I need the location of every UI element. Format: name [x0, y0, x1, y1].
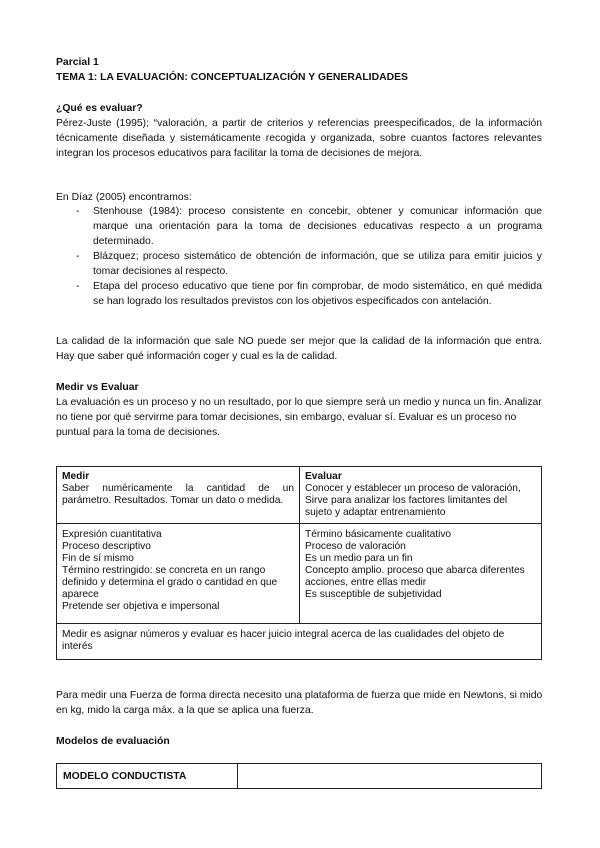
list-item: Pretende ser objetiva e impersonal: [62, 601, 220, 612]
medir-traits-cell: [57, 524, 300, 624]
list-item: Fin de sí mismo: [62, 553, 134, 564]
diaz-intro: En Díaz (2005) encontramos:: [56, 192, 192, 203]
medir-evaluar-table: [56, 466, 542, 660]
modelo-table: [56, 763, 542, 789]
medir-vs-heading: Medir vs Evaluar: [56, 382, 139, 393]
modelos-heading: Modelos de evaluación: [56, 736, 170, 747]
table-row: [57, 764, 542, 789]
list-item: Es un medio para un fin: [305, 553, 413, 564]
table-footer-text: Medir es asignar números y evaluar es hacer juicio integral acerca de las cualidades del objeto de interés: [62, 629, 505, 652]
table-row: [57, 624, 542, 660]
list-item: - Stenhouse (1984): proceso consistente en concebir, obtener y comunicar información que marque una orientación para la toma de decisiones educativas respecto a un programa determinado.: [76, 206, 542, 247]
modelo-conductista-value: [238, 764, 542, 789]
parcial-label: Parcial 1: [56, 57, 99, 68]
diaz-list: [76, 204, 542, 309]
dash-bullet: -: [76, 206, 80, 217]
dash-bullet: -: [76, 281, 80, 292]
list-item: Es susceptible de subjetividad: [305, 589, 442, 600]
list-item: Término restringido: se concreta en un rango definido y determina el grado o cantidad en que aparece: [62, 565, 278, 600]
table-row: [57, 524, 542, 624]
list-item: Proceso descriptivo: [62, 541, 151, 552]
medir-definition: Saber numéricamente la cantidad de un parámetro. Resultados. Tomar un dato o medida.: [62, 483, 294, 506]
list-item: Concepto amplio. proceso que abarca diferentes acciones, entre ellas medir: [305, 565, 525, 588]
que-es-heading: ¿Qué es evaluar?: [56, 103, 143, 114]
evaluar-traits-cell: [300, 524, 542, 624]
list-item: Término básicamente cualitativo: [305, 529, 452, 540]
evaluar-title: Evaluar: [305, 471, 342, 482]
evaluar-definition: Conocer y establecer un proceso de valoración, Sirve para analizar los factores limitantes del sujeto y adaptar entrenamiento: [305, 483, 521, 518]
que-es-paragraph: Pérez-Juste (1995); “valoración, a partir de criterios y referencias preespecificados, de la información técnicamente diseñada y sistemáticamente recogida y organizada, sobre cuantos factores relevantes integran los procesos educativos para facilitar la toma de decisiones de mejora.: [56, 118, 542, 159]
medir-vs-paragraph: La evaluación es un proceso y no un resultado, por lo que siempre será un medio y nunca un fin. Analizar no tiene por qué servirme para tomar decisiones, sin embargo, evaluar sí. Evaluar es un proceso no puntual para la toma de decisiones.: [56, 397, 542, 438]
dash-bullet: -: [76, 251, 80, 262]
modelo-conductista-label: MODELO CONDUCTISTA: [57, 764, 238, 789]
list-item: - Etapa del proceso educativo que tiene por fin comprobar, de modo sistemático, en qué medida se han logrado los resultados previstos con los objetivos especificados con antelación.: [76, 281, 542, 307]
list-item: Proceso de valoración: [305, 541, 406, 552]
list-item: Expresión cuantitativa: [62, 529, 162, 540]
page-title: TEMA 1: LA EVALUACIÓN: CONCEPTUALIZACIÓN Y GENERALIDADES: [56, 72, 408, 83]
list-item: - Blázquez; proceso sistemático de obtención de información, que se utiliza para emitir juicios y tomar decisiones al respecto.: [76, 251, 542, 277]
medir-definition-cell: [57, 467, 300, 524]
calidad-paragraph: La calidad de la información que sale NO puede ser mejor que la calidad de la información que entra. Hay que saber qué información coger y cual es la de calidad.: [56, 336, 542, 362]
table-row: [57, 467, 542, 524]
evaluar-definition-cell: [300, 467, 542, 524]
fuerza-paragraph: Para medir una Fuerza de forma directa necesito una plataforma de fuerza que mide en Newtons, si mido en kg, mido la carga máx. a la que se aplica una fuerza.: [56, 690, 543, 716]
medir-title: Medir: [62, 471, 90, 482]
table-footer-cell: [57, 624, 542, 660]
